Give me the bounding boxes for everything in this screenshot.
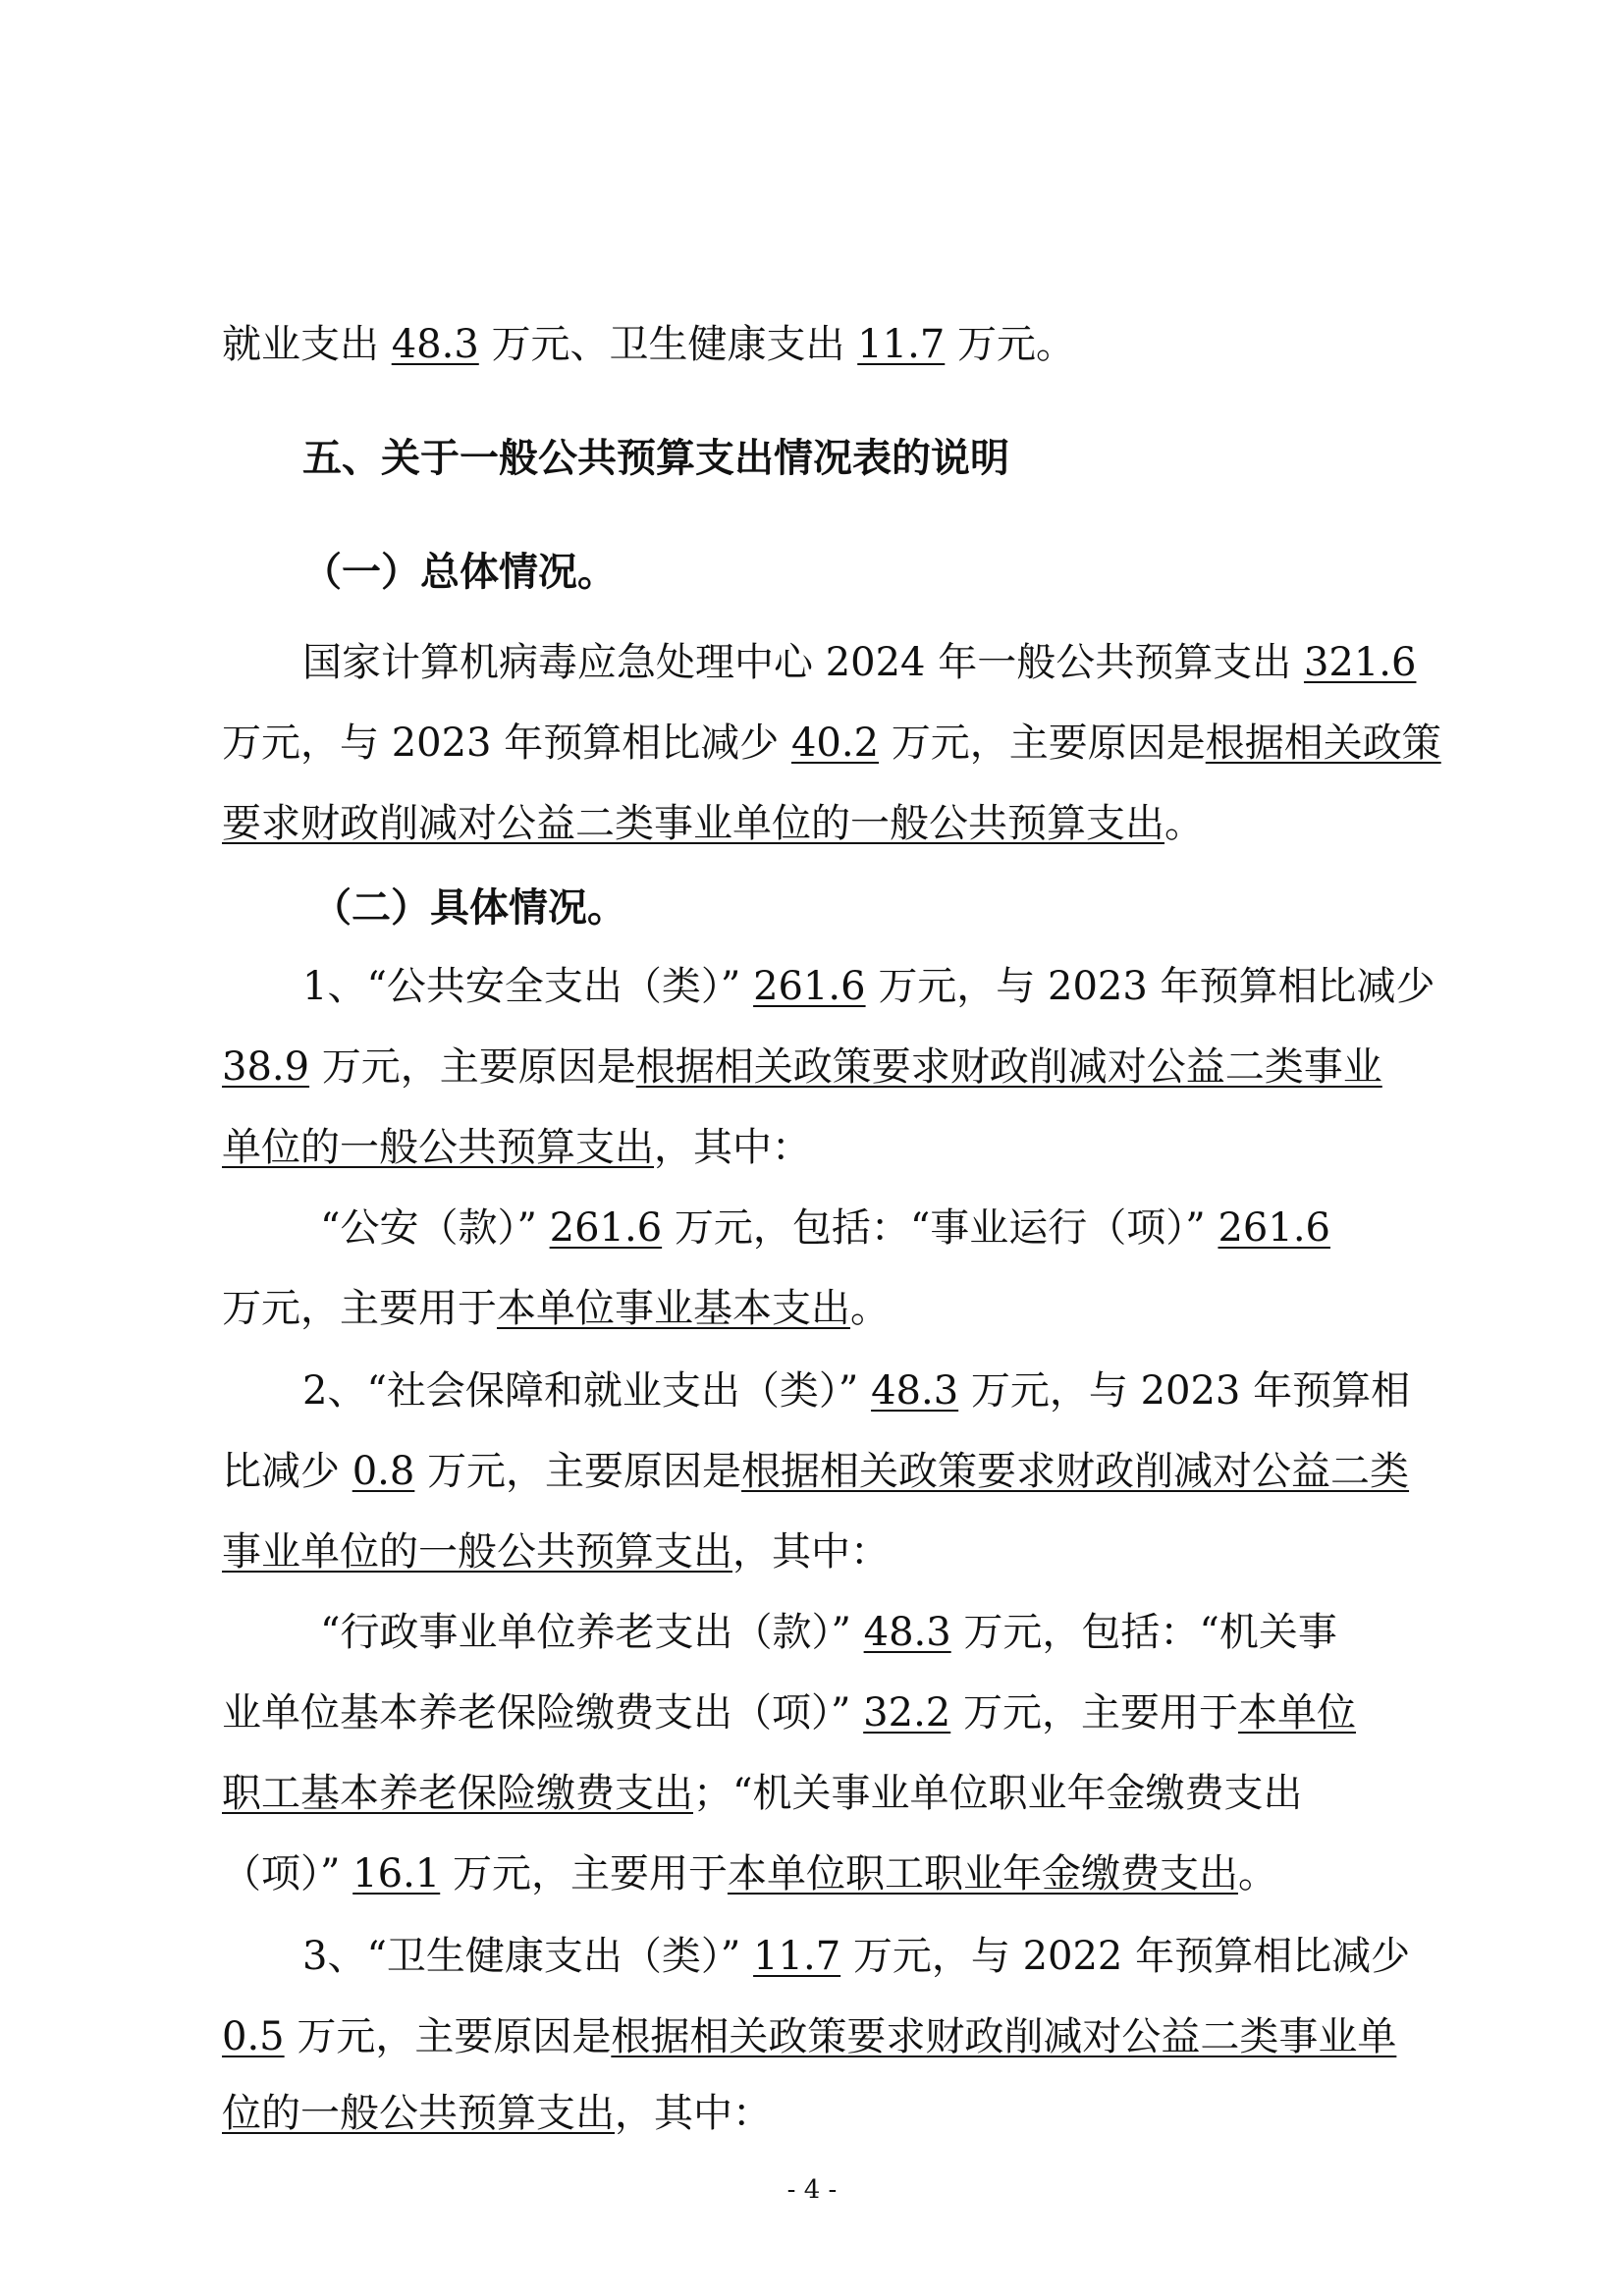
text: 1、“公共安全支出（类）” xyxy=(302,964,741,1009)
subsection-heading: （一）总体情况。 xyxy=(302,549,617,595)
amount: 16.1 xyxy=(352,1851,441,1896)
text: 国家计算机病毒应急处理中心 2024 年一般公共预算支出 xyxy=(302,640,1292,685)
amount: 0.5 xyxy=(222,2014,285,2059)
text: “行政事业单位养老支出（款）” xyxy=(320,1610,851,1655)
amount: 32.2 xyxy=(863,1690,951,1735)
amount: 11.7 xyxy=(857,322,946,367)
text: 万元，包括：“机关事 xyxy=(963,1610,1337,1655)
paragraph-line xyxy=(222,1767,1624,1820)
text: “公安（款）” xyxy=(320,1205,537,1251)
usage-text: 本单位 xyxy=(1237,1690,1356,1735)
paragraph-line xyxy=(302,1364,1624,1417)
amount: 48.3 xyxy=(871,1368,959,1414)
amount: 38.9 xyxy=(222,1044,310,1090)
amount: 0.8 xyxy=(352,1449,415,1494)
text: 业单位基本养老保险缴费支出（项）” xyxy=(222,1690,851,1735)
amount: 321.6 xyxy=(1303,640,1417,685)
text: 就业支出 xyxy=(222,322,379,367)
amount: 11.7 xyxy=(753,1934,841,1979)
reason-text: 要求财政削减对公益二类事业单位的一般公共预算支出 xyxy=(222,801,1164,846)
usage-text: 本单位事业基本支出 xyxy=(497,1286,850,1331)
text: 万元，主要原因是 xyxy=(321,1044,636,1090)
text: 比减少 xyxy=(222,1449,340,1494)
reason-text: 事业单位的一般公共预算支出 xyxy=(222,1529,732,1575)
paragraph-line xyxy=(222,1041,1624,1094)
text: ，其中： xyxy=(654,1125,811,1170)
amount: 261.6 xyxy=(1218,1205,1330,1251)
paragraph-line xyxy=(222,1847,1624,1900)
paragraph-line xyxy=(222,318,1624,371)
paragraph-line xyxy=(222,1282,1624,1335)
text: 万元，主要原因是 xyxy=(891,721,1206,766)
reason-text: 根据相关政策要求财政削减对公益二类 xyxy=(741,1449,1410,1494)
text: ，其中： xyxy=(732,1529,890,1575)
text: 2、“社会保障和就业支出（类）” xyxy=(302,1368,859,1414)
text: 万元，与 2022 年预算相比减少 xyxy=(852,1934,1411,1979)
paragraph-line xyxy=(320,1606,1624,1659)
paragraph-line xyxy=(222,717,1624,770)
text: 万元。 xyxy=(957,322,1075,367)
text: 。 xyxy=(1237,1851,1277,1896)
page-number: - 4 - xyxy=(786,2175,838,2205)
text: 万元，主要用于 xyxy=(962,1690,1238,1735)
paragraph-line xyxy=(302,1930,1624,1983)
paragraph-line xyxy=(222,1121,1624,1174)
section-heading: 五、关于一般公共预算支出情况表的说明 xyxy=(302,436,1009,481)
paragraph-line xyxy=(222,1445,1624,1498)
text: 万元、卫生健康支出 xyxy=(491,322,845,367)
reason-text: 根据相关政策要求财政削减对公益二类事业单 xyxy=(611,2014,1397,2059)
subsection-heading: （二）具体情况。 xyxy=(312,884,626,931)
amount: 261.6 xyxy=(549,1205,663,1251)
amount: 48.3 xyxy=(863,1610,951,1655)
text: 。 xyxy=(1164,801,1204,846)
paragraph-line xyxy=(302,960,1624,1013)
text: 万元，主要原因是 xyxy=(297,2014,612,2059)
paragraph-line xyxy=(222,2010,1624,2063)
text: 万元，主要用于 xyxy=(452,1851,728,1896)
text: 万元，与 2023 年预算相比减少 xyxy=(222,721,780,766)
usage-text: 职工基本养老保险缴费支出 xyxy=(222,1771,693,1816)
reason-text: 单位的一般公共预算支出 xyxy=(222,1125,654,1170)
text: ；“机关事业单位职业年金缴费支出 xyxy=(693,1771,1303,1816)
text: 3、“卫生健康支出（类）” xyxy=(302,1934,741,1979)
paragraph-line xyxy=(320,1201,1624,1255)
text: 万元，与 2023 年预算相 xyxy=(970,1368,1411,1414)
reason-text: 根据相关政策要求财政削减对公益二类事业 xyxy=(635,1044,1382,1090)
reason-text: 位的一般公共预算支出 xyxy=(222,2091,615,2136)
text: 万元，包括：“事业运行（项）” xyxy=(674,1205,1206,1251)
paragraph-line xyxy=(302,636,1624,689)
amount: 261.6 xyxy=(753,964,866,1009)
text: 。 xyxy=(850,1286,890,1331)
text: 万元，主要原因是 xyxy=(427,1449,742,1494)
reason-text: 根据相关政策 xyxy=(1205,721,1441,766)
paragraph-line xyxy=(222,1686,1624,1739)
paragraph-line xyxy=(222,1525,1624,1578)
paragraph-line xyxy=(222,797,1624,850)
amount: 40.2 xyxy=(790,721,880,766)
text: 万元，主要用于 xyxy=(222,1286,497,1331)
text: ，其中： xyxy=(615,2091,772,2136)
paragraph-line xyxy=(222,2087,1624,2140)
amount: 48.3 xyxy=(391,322,479,367)
text: （项）” xyxy=(222,1851,341,1896)
text: 万元，与 2023 年预算相比减少 xyxy=(878,964,1435,1009)
usage-text: 本单位职工职业年金缴费支出 xyxy=(727,1851,1238,1896)
